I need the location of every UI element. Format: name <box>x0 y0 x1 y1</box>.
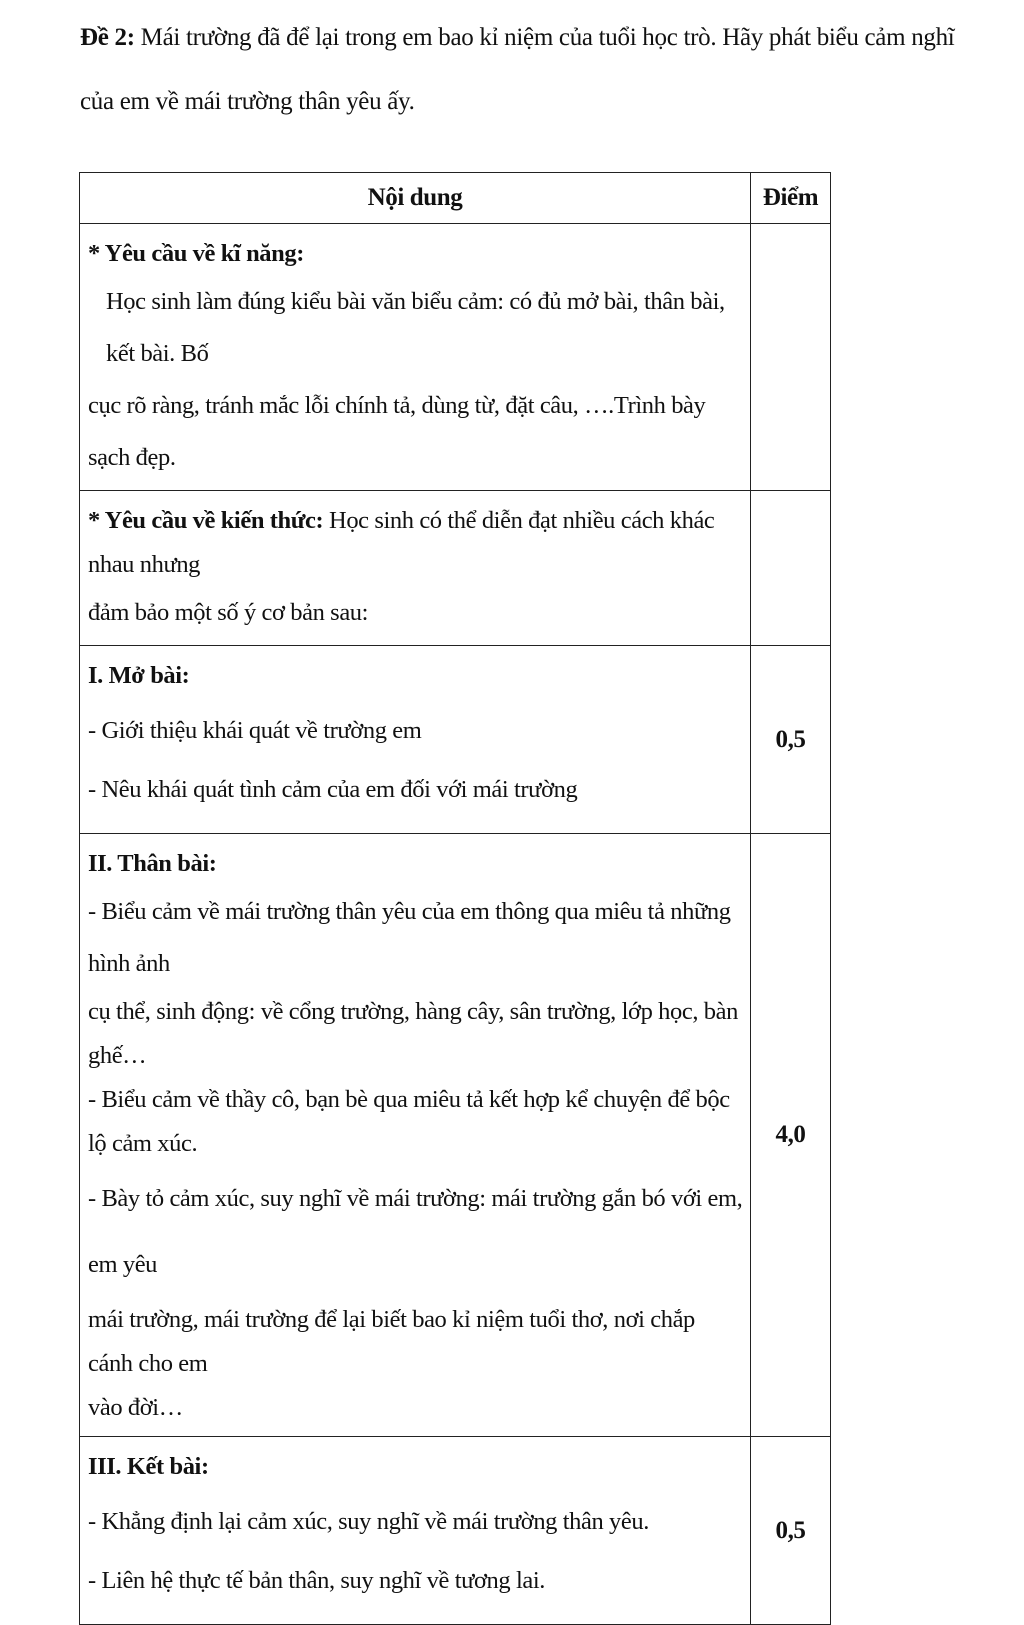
intro-score: 0,5 <box>751 646 831 834</box>
conclusion-title: III. Kết bài: <box>88 1453 209 1480</box>
body-item-3-line-1: - Bày tỏ cảm xúc, suy nghĩ về mái trường: mái trường gắn bó với em, em yêu <box>88 1185 743 1278</box>
knowledge-cell <box>80 491 751 646</box>
conclusion-cell <box>80 1437 751 1625</box>
intro-cell <box>80 646 751 834</box>
table-row-skills <box>80 224 831 491</box>
knowledge-score-cell <box>751 491 831 646</box>
knowledge-title: * Yêu cầu về kiến thức: <box>88 507 324 534</box>
conclusion-score: 0,5 <box>751 1437 831 1625</box>
header-content: Nội dung <box>80 173 751 224</box>
conclusion-item-1: - Khẳng định lại cảm xúc, suy nghĩ về mái trường thân yêu. <box>88 1508 649 1535</box>
table-row-knowledge <box>80 491 831 646</box>
header-score: Điểm <box>751 173 831 224</box>
skills-line-1: Học sinh làm đúng kiểu bài văn biểu cảm: có đủ mở bài, thân bài, kết bài. Bố <box>106 288 725 367</box>
skills-title: * Yêu cầu về kĩ năng: <box>88 240 304 267</box>
exam-prompt <box>80 6 980 134</box>
prompt-label: Đề 2: <box>80 24 135 51</box>
body-cell <box>80 834 751 1437</box>
skills-line-2: cục rõ ràng, tránh mắc lỗi chính tả, dùng từ, đặt câu, ….Trình bày sạch đẹp. <box>88 392 706 471</box>
conclusion-item-2: - Liên hệ thực tế bản thân, suy nghĩ về tương lai. <box>88 1567 545 1594</box>
skills-cell <box>80 224 751 491</box>
skills-score-cell <box>751 224 831 491</box>
table-row-intro <box>80 646 831 834</box>
table-row-conclusion <box>80 1437 831 1625</box>
table-row-body <box>80 834 831 1437</box>
knowledge-text: Học sinh có thể diễn đạt nhiều cách khác nhau nhưng <box>88 507 715 578</box>
body-item-1-line-2: cụ thể, sinh động: về cổng trường, hàng cây, sân trường, lớp học, bàn ghế… <box>88 998 738 1069</box>
knowledge-line-1 <box>88 499 744 587</box>
knowledge-line-2: đảm bảo một số ý cơ bản sau: <box>88 599 369 626</box>
body-item-3-line-2: mái trường, mái trường để lại biết bao kỉ niệm tuổi thơ, nơi chắp cánh cho em <box>88 1306 695 1377</box>
body-score: 4,0 <box>751 834 831 1437</box>
body-title: II. Thân bài: <box>88 850 217 877</box>
table-header-row <box>80 173 831 224</box>
body-item-3-line-3: vào đời… <box>88 1394 183 1421</box>
body-item-2: - Biểu cảm về thầy cô, bạn bè qua miêu tả kết hợp kể chuyện để bộc lộ cảm xúc. <box>88 1086 730 1157</box>
prompt-text: Mái trường đã để lại trong em bao kỉ niệm của tuổi học trò. Hãy phát biểu cảm nghĩ của em về mái trường thân yêu ấy. <box>80 24 955 115</box>
intro-item-1: - Giới thiệu khái quát về trường em <box>88 717 422 744</box>
grading-rubric-table <box>79 172 831 1625</box>
body-item-1-line-1: - Biểu cảm về mái trường thân yêu của em thông qua miêu tả những hình ảnh <box>88 898 731 977</box>
intro-item-2: - Nêu khái quát tình cảm của em đối với mái trường <box>88 776 578 803</box>
intro-title: I. Mở bài: <box>88 662 190 689</box>
